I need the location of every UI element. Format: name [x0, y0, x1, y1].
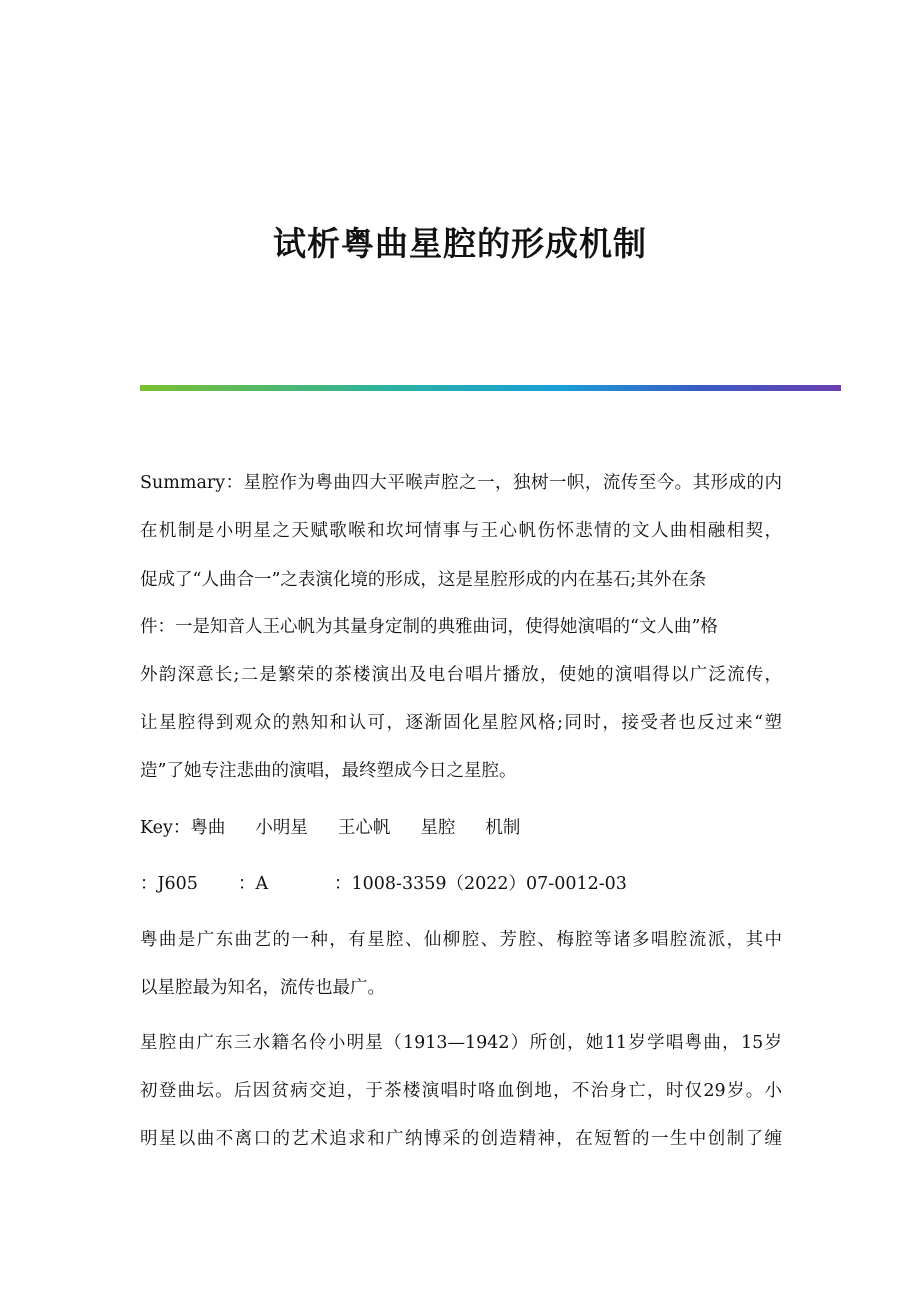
keyword: 星腔	[420, 818, 456, 838]
keywords	[140, 817, 782, 839]
body-line: 明星以曲不离口的艺术追求和广纳博采的创造精神，在短暂的一生中创制了缠	[140, 1129, 782, 1149]
body-line: 星腔由广东三水籍名伶小明星（1913—1942）所创，她11岁学唱粤曲，15岁	[140, 1033, 782, 1053]
summary-line: 造”了她专注悲曲的演唱，最终塑成今日之星腔。	[140, 761, 517, 781]
title-divider	[140, 385, 841, 391]
summary-line: 件：一是知音人王心帆为其量身定制的典雅曲词，使得她演唱的“文人曲”格	[140, 617, 718, 637]
clc-number: ：J605	[140, 874, 198, 894]
article-id: ：1008-3359（2022）07-0012-03	[334, 874, 627, 894]
body-line: 初登曲坛。后因贫病交迫，于茶楼演唱时咯血倒地，不治身亡，时仅29岁。小	[140, 1081, 782, 1101]
document-code: ：A	[238, 874, 269, 894]
summary-line: 外韵深意长;二是繁荣的茶楼演出及电台唱片播放，使她的演唱得以广泛流传，	[140, 665, 782, 685]
summary-line: 促成了“人曲合一”之表演化境的形成，这是星腔形成的内在基石;其外在条	[140, 570, 707, 590]
keyword: 机制	[485, 818, 521, 838]
body-line: 以星腔最为知名，流传也最广。	[140, 978, 385, 998]
document-title: 试析粤曲星腔的形成机制	[273, 224, 647, 263]
summary-line: Summary：星腔作为粤曲四大平喉声腔之一，独树一帜，流传至今。其形成的内	[140, 473, 782, 493]
keyword: 王心帆	[337, 818, 391, 838]
keywords-label: Key：	[140, 818, 191, 838]
keyword: 粤曲	[190, 818, 226, 838]
classification	[140, 873, 782, 895]
summary-line: 让星腔得到观众的熟知和认可，逐渐固化星腔风格;同时，接受者也反过来“塑	[140, 713, 782, 733]
summary-label: Summary：	[140, 473, 244, 493]
keyword: 小明星	[255, 818, 308, 838]
summary-line: 在机制是小明星之天赋歌喉和坎坷情事与王心帆伤怀悲情的文人曲相融相契，	[140, 521, 782, 541]
body-line: 粤曲是广东曲艺的一种，有星腔、仙柳腔、芳腔、梅腔等诸多唱腔流派，其中	[140, 930, 782, 950]
